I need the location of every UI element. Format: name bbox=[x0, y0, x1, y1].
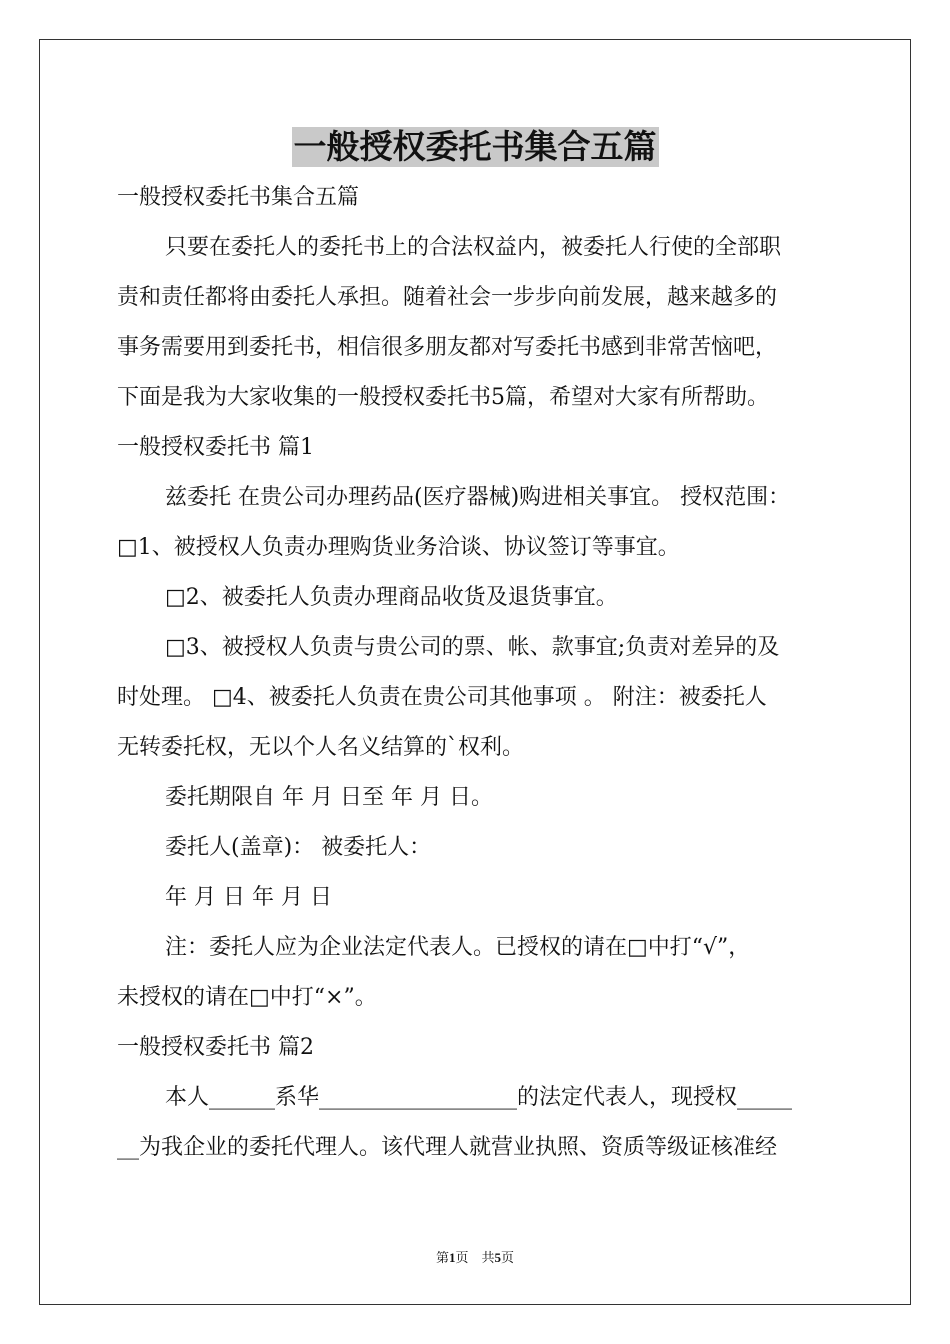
paragraph-line: □2、被委托人负责办理商品收货及退货事宜。 bbox=[165, 585, 618, 610]
paragraph-line: □3、被授权人负责与贵公司的票、帐、款事宜;负责对差异的及 bbox=[165, 635, 780, 660]
paragraph-line: 责和责任都将由委托人承担。随着社会一步步向前发展，越来越多的 bbox=[117, 285, 778, 310]
paragraph-line: 事务需要用到委托书，相信很多朋友都对写委托书感到非常苦恼吧， bbox=[117, 335, 778, 360]
paragraph-line: 兹委托 在贵公司办理药品(医疗器械)购进相关事宜。 授权范围： bbox=[165, 485, 791, 510]
footer-total-suffix: 页 bbox=[501, 1250, 515, 1265]
paragraph-line: 注：委托人应为企业法定代表人。已授权的请在□中打“√”， bbox=[165, 935, 751, 960]
footer-total-prefix: 共 bbox=[481, 1250, 495, 1265]
paragraph-line: 未授权的请在□中打“×”。 bbox=[117, 985, 377, 1010]
page-frame bbox=[39, 39, 911, 1305]
paragraph-line: 本人______系华__________________的法定代表人，现授权_____ bbox=[165, 1085, 793, 1110]
footer-prefix: 第 bbox=[435, 1250, 449, 1265]
footer-page-number: 1 bbox=[448, 1250, 456, 1265]
title-wrap bbox=[0, 127, 950, 167]
paragraph-line: 只要在委托人的委托书上的合法权益内，被委托人行使的全部职 bbox=[165, 235, 782, 260]
paragraph-line: 下面是我为大家收集的一般授权委托书5篇，希望对大家有所帮助。 bbox=[117, 385, 769, 410]
page-footer bbox=[0, 1247, 950, 1266]
footer-page-suffix: 页 bbox=[455, 1250, 469, 1265]
paragraph-line: 年 月 日 年 月 日 bbox=[165, 885, 332, 910]
paragraph-line: __为我企业的委托代理人。该代理人就营业执照、资质等级证核准经 bbox=[117, 1135, 778, 1160]
subtitle-line: 一般授权委托书集合五篇 bbox=[117, 185, 360, 210]
section-heading: 一般授权委托书 篇1 bbox=[117, 435, 314, 460]
paragraph-line: □1、被授权人负责办理购货业务洽谈、协议签订等事宜。 bbox=[117, 535, 680, 560]
paragraph-line: 无转委托权，无以个人名义结算的`权利。 bbox=[117, 735, 525, 760]
paragraph-line: 委托期限自 年 月 日至 年 月 日。 bbox=[165, 785, 493, 810]
section-heading: 一般授权委托书 篇2 bbox=[117, 1035, 314, 1060]
document-title: 一般授权委托书集合五篇 bbox=[293, 127, 657, 166]
paragraph-line: 委托人(盖章)： 被委托人： bbox=[165, 835, 432, 860]
paragraph-line: 时处理。 □4、被委托人负责在贵公司其他事项 。 附注：被委托人 bbox=[117, 685, 767, 710]
footer-total-pages: 5 bbox=[494, 1250, 502, 1265]
